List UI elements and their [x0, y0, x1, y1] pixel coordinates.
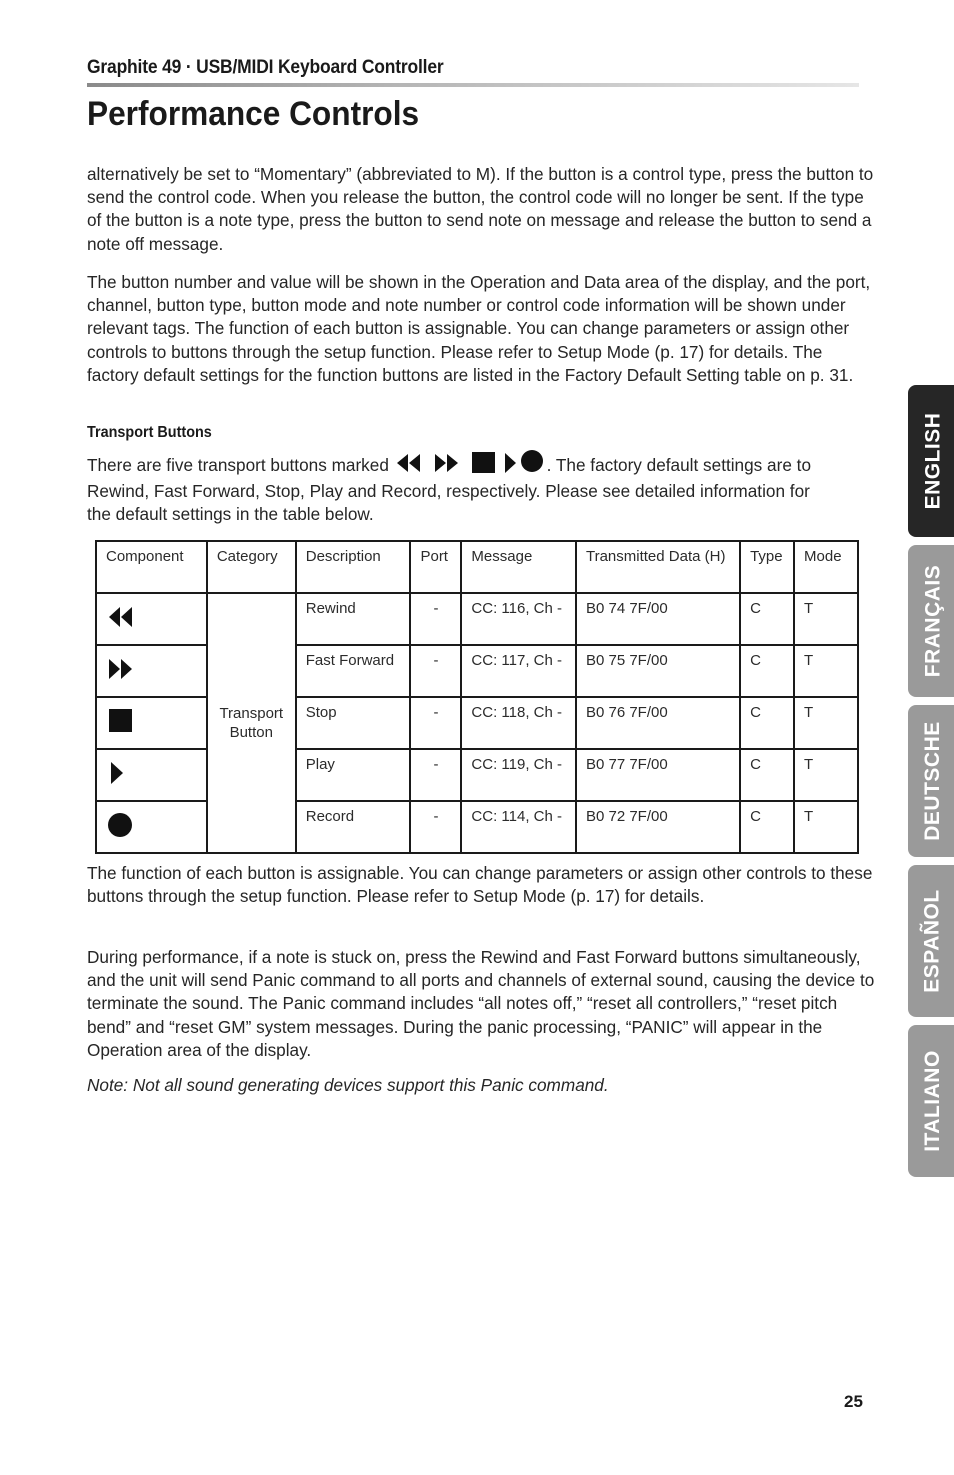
header-description: Description: [296, 541, 411, 593]
mode-cell: T: [794, 801, 858, 853]
type-cell: C: [740, 697, 794, 749]
tab-deutsche[interactable]: [908, 705, 954, 857]
header-category: Category: [207, 541, 296, 593]
category-cell: Transport Button: [207, 593, 296, 853]
component-cell: [96, 593, 207, 645]
description-cell: Rewind: [296, 593, 411, 645]
port-cell: -: [410, 749, 461, 801]
tab-espanol-label: ESPAÑOL: [921, 889, 944, 993]
transport-intro-text-before: There are five transport buttons marked: [87, 455, 389, 475]
fast-forward-icon: [422, 452, 462, 474]
stop-icon: [462, 452, 500, 474]
transport-buttons-heading: Transport Buttons: [87, 424, 212, 441]
play-icon: [500, 452, 520, 474]
page-title: Performance Controls: [87, 95, 420, 133]
paragraph-panic: During performance, if a note is stuck on, press the Rewind and Fast Forward buttons simultaneously, and the unit will send Panic command to all ports and channels of external sound, causing the device to terminate the sound. The Panic command includes “all notes off,” “reset all controllers,” “reset pitch bend” and “reset GM” system messages. During the panic processing, “PANIC” will appear in the Operation area of the display.: [87, 947, 875, 1060]
rewind-icon: [395, 452, 422, 474]
transport-glyphs: [395, 450, 546, 480]
rewind-icon: [107, 605, 135, 629]
header-component: Component: [96, 541, 207, 593]
mode-cell: T: [794, 697, 858, 749]
port-cell: -: [410, 697, 461, 749]
header-transmitted-data: Transmitted Data (H): [576, 541, 740, 593]
mode-cell: T: [794, 749, 858, 801]
panic-note: Note: Not all sound generating devices support this Panic command.: [87, 1075, 609, 1095]
type-cell: C: [740, 801, 794, 853]
component-cell: [96, 801, 207, 853]
record-icon: [107, 812, 135, 838]
component-cell: [96, 645, 207, 697]
tab-francais[interactable]: [908, 545, 954, 697]
header-rule: [87, 83, 859, 87]
transport-intro-paragraph: [87, 450, 832, 527]
transmitted-data-cell: B0 72 7F/00: [576, 801, 740, 853]
tab-espanol[interactable]: [908, 865, 954, 1017]
description-cell: Stop: [296, 697, 411, 749]
header-mode: Mode: [794, 541, 858, 593]
component-cell: [96, 749, 207, 801]
transport-buttons-table: [95, 540, 859, 854]
tab-english-label: ENGLISH: [921, 412, 944, 510]
fast-forward-icon: [107, 657, 135, 681]
type-cell: C: [740, 593, 794, 645]
mode-cell: T: [794, 593, 858, 645]
mode-cell: T: [794, 645, 858, 697]
table-header-row: [96, 541, 858, 593]
message-cell: CC: 117, Ch -: [461, 645, 576, 697]
message-cell: CC: 118, Ch -: [461, 697, 576, 749]
play-icon: [107, 761, 135, 785]
header-port: Port: [410, 541, 461, 593]
table-row: [96, 593, 858, 645]
paragraph-assignable: The function of each button is assignable. You can change parameters or assign other controls to these buttons through the setup function. Please refer to Setup Mode (p. 17) for details.: [87, 863, 873, 907]
port-cell: -: [410, 801, 461, 853]
stop-icon: [107, 708, 135, 734]
description-cell: Play: [296, 749, 411, 801]
paragraph-display-info: The button number and value will be shown in the Operation and Data area of the display, and the port, channel, button type, button mode and note number or control code information will be shown under relevant tags. The function of each button is assignable. You can change parameters or assign other controls to buttons through the setup function. Please refer to Setup Mode (p. 17) for details. The factory default settings for the function buttons are listed in the Factory Default Setting table on p. 31.: [87, 272, 871, 385]
type-cell: C: [740, 645, 794, 697]
component-cell: [96, 697, 207, 749]
description-cell: Record: [296, 801, 411, 853]
tab-italiano-label: ITALIANO: [921, 1050, 945, 1152]
message-cell: CC: 114, Ch -: [461, 801, 576, 853]
header-type: Type: [740, 541, 794, 593]
paragraph-momentary: alternatively be set to “Momentary” (abbreviated to M). If the button is a control type, press the button to send the control code. When you release the button, the control code will no longer be sent. If the type of the button is a note type, press the button to send note on message and release the button to send a note off message.: [87, 164, 874, 254]
document-header-title: Graphite 49 · USB/MIDI Keyboard Controller: [87, 57, 444, 78]
type-cell: C: [740, 749, 794, 801]
message-cell: CC: 119, Ch -: [461, 749, 576, 801]
record-icon: [520, 450, 546, 474]
transport-intro-text-after: . The factory default settings are to Rewind, Fast Forward, Stop, Play and Record, respectively. Please see detailed information for the default settings in the table below.: [87, 455, 811, 525]
header-message: Message: [461, 541, 576, 593]
tab-deutsche-label: DEUTSCHE: [921, 721, 945, 841]
port-cell: -: [410, 593, 461, 645]
transmitted-data-cell: B0 77 7F/00: [576, 749, 740, 801]
transmitted-data-cell: B0 74 7F/00: [576, 593, 740, 645]
port-cell: -: [410, 645, 461, 697]
description-cell: Fast Forward: [296, 645, 411, 697]
tab-english[interactable]: [908, 385, 954, 537]
transmitted-data-cell: B0 75 7F/00: [576, 645, 740, 697]
page-number: 25: [844, 1392, 863, 1411]
message-cell: CC: 116, Ch -: [461, 593, 576, 645]
tab-italiano[interactable]: [908, 1025, 954, 1177]
transmitted-data-cell: B0 76 7F/00: [576, 697, 740, 749]
tab-francais-label: FRANÇAIS: [921, 564, 944, 678]
